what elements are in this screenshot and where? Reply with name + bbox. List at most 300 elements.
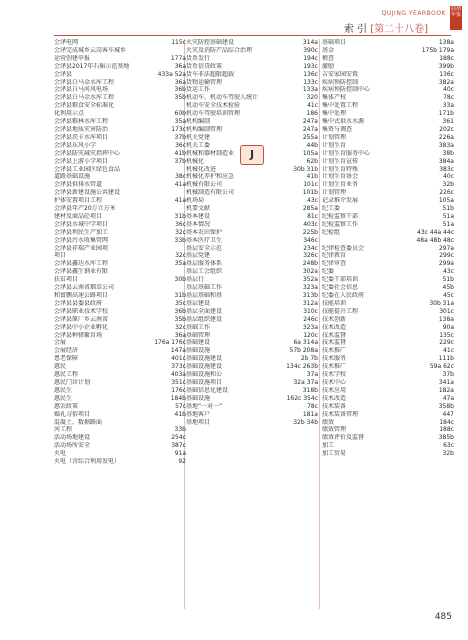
index-entry (322, 268, 454, 276)
entry-term: 绩效管理 (322, 426, 347, 434)
entry-term: 纪委在人民政府 (322, 292, 365, 299)
entry-pages: 226c (439, 189, 454, 197)
section-letter: J (240, 145, 264, 165)
entry-term: 混凝土、数据路面 (54, 418, 103, 426)
index-entry (186, 363, 318, 371)
entry-pages: 390c (303, 46, 318, 54)
entry-pages: 320 (306, 94, 318, 102)
entry-term: 会展 (54, 339, 67, 347)
entry-term: 机械化养护和应急 (186, 173, 235, 181)
entry-term: 机械化 (186, 157, 205, 165)
index-entry (54, 458, 186, 466)
entry-term: 项目 (54, 252, 67, 260)
index-entry (186, 419, 318, 427)
entry-pages: 186 (306, 110, 318, 118)
entry-term: 技术推广 (322, 347, 347, 355)
entry-term: 活动场所安全 (54, 442, 91, 450)
entry-term: 运营创建申报 (54, 54, 91, 62)
entry-pages: 92 (178, 458, 186, 466)
entry-pages: 312a (302, 299, 318, 307)
index-entry (54, 371, 186, 379)
entry-pages: 384a (438, 157, 454, 165)
entry-pages: 6a 314a (293, 339, 318, 347)
index-entry (322, 173, 454, 181)
index-entry (322, 450, 454, 458)
entry-term: 会泽县利民生产加工 (54, 228, 109, 236)
entry-term: 基础信息化建设 (186, 386, 229, 394)
index-entry (186, 260, 318, 268)
entry-term: 机构编制 (186, 118, 211, 126)
entry-term: 机械有限公司 (186, 181, 223, 189)
entry-term: 绩效 (322, 418, 335, 426)
entry-pages: 36c (175, 141, 186, 149)
entry-pages: 35a (174, 118, 186, 126)
index-entry (186, 308, 318, 316)
entry-term: 基础管理 (186, 331, 211, 339)
index-entry (54, 173, 186, 181)
index-entry (186, 94, 318, 102)
index-entry (322, 419, 454, 427)
index-entry (322, 324, 454, 332)
entry-term: 机动车安全技术检验 (186, 102, 241, 110)
title-volume: [第二十八卷] (370, 24, 428, 35)
entry-term: 会泽县中小企业孵化 (54, 323, 109, 331)
entry-pages: 51b (442, 276, 454, 284)
index-entry (54, 324, 186, 332)
entry-term: 活动场地建设 (54, 434, 91, 442)
index-entry (186, 252, 318, 260)
entry-pages: 301c (439, 307, 454, 315)
entry-pages: 176a 176c (154, 339, 186, 347)
entry-pages: 226a (438, 133, 454, 141)
entry-term: 机动车驾驶培训管理 (186, 110, 241, 118)
entry-term: 记录推介发展 (322, 197, 359, 205)
index-entry (54, 387, 186, 395)
entry-term: 会泽县防灾减灾指挥中心 (54, 149, 121, 157)
brand-logo: 曲靖年鉴 (450, 6, 462, 30)
entry-term: 纪律检查委员会 (322, 244, 365, 252)
entry-term: 会泽县供排水管道 (54, 181, 103, 189)
entry-pages: 385b (438, 434, 454, 442)
entry-pages: 43c 44a 44c (417, 228, 454, 236)
entry-pages: 47a (442, 394, 454, 402)
index-entry (54, 71, 186, 79)
entry-pages: 193c (303, 62, 318, 70)
entry-term: 基础设施项目 (186, 378, 223, 386)
entry-pages: 37b (174, 157, 186, 165)
entry-pages: 111b (438, 355, 454, 363)
index-entry (322, 110, 454, 118)
entry-term: 会泽县 (54, 70, 73, 78)
entry-term: 技术推广 (322, 363, 347, 371)
entry-pages: 313b (302, 292, 318, 299)
index-entry (186, 268, 318, 276)
brand-english: QUJING YEARBOOK (381, 10, 446, 17)
index-entry (186, 411, 318, 419)
entry-term: 会泽县县委县政府 (54, 299, 103, 307)
entry-term: 计划生育宣传 (322, 157, 359, 165)
entry-term: 会泽县东风小学 (54, 141, 97, 149)
entry-term: 计划生育服务中心 (322, 149, 371, 157)
index-entry (54, 94, 186, 102)
index-entry (54, 450, 186, 458)
page-number: 485 (434, 612, 452, 622)
index-entry (322, 39, 454, 47)
entry-term: 基层行 (186, 276, 205, 284)
index-entry (322, 47, 454, 55)
index-entry (54, 332, 186, 340)
index-entry (322, 134, 454, 142)
entry-pages: 138a (438, 315, 454, 323)
entry-pages: 45c (443, 292, 454, 299)
entry-term: 技术学校 (322, 371, 347, 379)
entry-term: 疾病预防控制中心 (322, 86, 371, 94)
entry-term: 货币发行 (186, 54, 211, 62)
index-entry (186, 379, 318, 387)
entry-pages: 43c (307, 197, 318, 205)
entry-term: 加工 (322, 442, 335, 450)
index-entry (54, 379, 186, 387)
entry-term: 惠民门诊计划 (54, 378, 91, 386)
index-entry (54, 102, 186, 110)
index-entry (54, 395, 186, 403)
index-entry (322, 102, 454, 110)
index-entry (54, 426, 186, 434)
index-entry (54, 229, 186, 237)
entry-pages: 247a (302, 125, 318, 133)
index-entry (186, 173, 318, 181)
entry-term: 会泽县粮林水库工程 (54, 118, 109, 126)
entry-pages: 184b (170, 394, 186, 402)
index-entry (322, 158, 454, 166)
index-entry (322, 197, 454, 205)
entry-pages: 48a 48b 48c (416, 236, 454, 244)
entry-term: 会泽县鑫生钢业有限 (54, 268, 109, 276)
entry-term: 患老保障 (54, 355, 79, 363)
entry-term: 基本建设 (186, 212, 211, 220)
entry-term: 基本医疗卫生 (186, 236, 223, 244)
entry-pages: 38c (175, 173, 186, 181)
entry-term: 会泽县种猪繁育场 (54, 331, 103, 339)
entry-term: 技能培训 (322, 299, 347, 307)
index-entry (322, 142, 454, 150)
entry-pages: 182a (438, 386, 454, 394)
entry-pages: 36b (174, 86, 186, 94)
entry-pages: 37a (306, 371, 318, 379)
entry-pages: 41b (174, 410, 186, 418)
entry-pages: 51a (442, 212, 454, 220)
entry-pages: 323a (302, 284, 318, 292)
index-entry (54, 442, 186, 450)
column-divider (319, 39, 320, 609)
entry-term: 集中式供水水源 (322, 118, 365, 126)
entry-term: 加工贸易 (322, 450, 347, 458)
index-entry (322, 316, 454, 324)
entry-pages: 352a (302, 276, 318, 284)
index-entry (186, 347, 318, 355)
entry-term: 激励 (322, 62, 335, 70)
entry-pages: 323a (302, 323, 318, 331)
index-entry (322, 395, 454, 403)
index-column-3 (322, 39, 454, 458)
index-entry (54, 308, 186, 316)
entry-pages: 133a (302, 86, 318, 94)
entry-term: 基层服务体系 (186, 260, 223, 268)
entry-term: 会泽县污水收集管网 (54, 236, 109, 244)
entry-pages: 36a (174, 331, 186, 339)
entry-pages: 403a (170, 371, 186, 379)
entry-term: 纪检监察工作 (322, 220, 359, 228)
index-entry (54, 197, 186, 205)
entry-pages: 30b 31a (429, 299, 454, 307)
entry-term: 化利用示点 (54, 110, 85, 118)
entry-term: 火灾防控基础建设 (186, 39, 235, 46)
entry-pages: 175b 179a (421, 46, 454, 54)
index-entry (54, 434, 186, 442)
index-entry (322, 284, 454, 292)
index-entry (54, 134, 186, 142)
index-entry (186, 63, 318, 71)
entry-pages: 162c 354c (286, 394, 318, 402)
index-entry (322, 245, 454, 253)
entry-term: 技术服务 (322, 355, 347, 363)
entry-pages: 101b (302, 189, 318, 197)
entry-pages: 33b (174, 426, 186, 434)
entry-pages: 134c 263b (286, 363, 318, 371)
entry-term: 会泽县上游小学项目 (54, 157, 109, 165)
entry-pages: 35b (174, 315, 186, 323)
entry-term: 技术装备管理 (322, 410, 359, 418)
entry-pages: 314a (302, 39, 318, 46)
index-entry (186, 332, 318, 340)
entry-pages: 59a 62c (429, 363, 454, 371)
entry-pages: 32b (442, 181, 454, 189)
entry-pages: 43c (443, 268, 454, 276)
index-entry (322, 237, 454, 245)
entry-term: 机场局 (186, 197, 205, 205)
index-entry (186, 126, 318, 134)
entry-term: 基层党建 (186, 252, 211, 260)
entry-term: 纪委社会信息 (322, 284, 359, 292)
entry-term: 基础设施建设 (186, 355, 223, 363)
entry-term: 机械和器材制造业 (186, 149, 235, 157)
index-entry (54, 150, 186, 158)
entry-pages: 346c (303, 236, 318, 244)
index-entry (54, 189, 186, 197)
index-entry (54, 347, 186, 355)
index-entry (186, 339, 318, 347)
index-entry (54, 403, 186, 411)
entry-term: 婚礼习俗项目 (54, 410, 91, 418)
entry-term: 惠民工程 (54, 371, 79, 379)
entry-pages: 184c (439, 418, 454, 426)
index-entry (54, 213, 186, 221)
entry-term: 集中处置工程 (322, 102, 359, 110)
index-entry (322, 403, 454, 411)
index-entry (186, 110, 318, 118)
entry-pages: 41a (174, 197, 186, 205)
entry-pages: 105a (438, 197, 454, 205)
entry-pages: 32c (175, 252, 186, 260)
entry-pages: 173c (171, 125, 186, 133)
index-entry (322, 442, 454, 450)
index-entry (54, 292, 186, 300)
entry-term: 会泽县祥瑞产业园项 (54, 244, 109, 252)
entry-pages: 101c (303, 181, 318, 189)
entry-pages: 32c (175, 228, 186, 236)
entry-pages: 194c (303, 54, 318, 62)
entry-pages: 33b (174, 236, 186, 244)
entry-term: 绩效评价及监督 (322, 434, 365, 442)
index-entry (54, 411, 186, 419)
entry-pages: 133c (303, 78, 318, 86)
entry-term: 会泽县职业技术学校 (54, 307, 109, 315)
entry-pages: 341a (438, 378, 454, 386)
entry-pages: 120c (303, 331, 318, 339)
index-entry (186, 71, 318, 79)
title-main: 索 引 (343, 24, 367, 35)
entry-pages: 32b 34b (293, 418, 318, 426)
entry-pages: 35b (174, 94, 186, 102)
entry-term: 技术改造 (322, 323, 347, 331)
index-entry (186, 245, 318, 253)
index-entry (322, 379, 454, 387)
entry-pages: 382a (438, 78, 454, 86)
index-entry (54, 166, 186, 174)
entry-term: 会泽县工业园区绿色食品 (54, 165, 121, 173)
entry-pages: 138a (438, 39, 454, 46)
index-entry (322, 363, 454, 371)
index-entry (54, 363, 186, 371)
entry-term: 货币信贷政策 (186, 62, 223, 70)
entry-term: 扶贫项目 (54, 276, 79, 284)
entry-pages: 115c (171, 39, 186, 46)
entry-pages: 30b (174, 276, 186, 284)
entry-pages: 30b 31b (293, 165, 318, 173)
index-entry (322, 55, 454, 63)
index-entry (186, 300, 318, 308)
index-entry (322, 71, 454, 79)
index-entry (322, 63, 454, 71)
entry-term: 惠民生 (54, 394, 73, 402)
entry-term: 基层基础和基 (186, 292, 223, 299)
entry-term: 基础设施 (186, 347, 211, 355)
index-entry (186, 205, 318, 213)
entry-pages: 41b (306, 173, 318, 181)
index-entry (186, 79, 318, 87)
entry-pages: 35a (174, 260, 186, 268)
index-entry (186, 355, 318, 363)
entry-pages: 32b (442, 450, 454, 458)
entry-term: 机要文献 (186, 205, 211, 213)
entry-pages: 51b (442, 205, 454, 213)
entry-pages: 62b (306, 157, 318, 165)
entry-term: 基本农田保护 (186, 228, 223, 236)
index-entry (54, 55, 186, 63)
index-entry (322, 118, 454, 126)
index-entry (322, 300, 454, 308)
entry-pages: 254c (171, 434, 186, 442)
entry-term: 会泽县年产20万立方米 (54, 205, 116, 213)
entry-pages: 387c (171, 442, 186, 450)
entry-term: 基础工作 (186, 323, 211, 331)
entry-pages: 63c (443, 442, 454, 450)
index-entry (54, 158, 186, 166)
index-entry (186, 118, 318, 126)
entry-term: 会泽县鑫达水库工程 (54, 260, 109, 268)
entry-term: 护体安置项目工程 (54, 197, 103, 205)
index-entry (322, 79, 454, 87)
entry-pages: 78c (443, 94, 454, 102)
index-entry (54, 284, 186, 292)
entry-pages: 225b (302, 228, 318, 236)
entry-term: 会泽县粮食安全标准化 (54, 102, 115, 110)
index-entry (186, 371, 318, 379)
entry-pages: 32c (175, 323, 186, 331)
index-entry (54, 339, 186, 347)
entry-term: 集体产权 (322, 94, 347, 102)
page-header (0, 0, 468, 44)
entry-term: 技术装备 (322, 402, 347, 410)
entry-pages: 433a 52a (157, 70, 186, 78)
entry-term: 基地“一对一” (186, 402, 223, 410)
entry-term: 会泽县水城中学项目 (54, 220, 109, 228)
index-entry (54, 181, 186, 189)
index-entry (186, 221, 318, 229)
entry-pages: 32a 37a (293, 378, 318, 386)
entry-pages: 177a (170, 54, 186, 62)
entry-term: 计划生育业务 (322, 181, 359, 189)
entry-term: 基地客户 (186, 410, 211, 418)
entry-term: 会泽县原厂乡云南省 (54, 315, 109, 323)
index-entry (186, 166, 318, 174)
entry-pages: 285a (302, 205, 318, 213)
index-entry (322, 355, 454, 363)
entry-pages: 447 (442, 410, 454, 418)
index-entry (322, 126, 454, 134)
entry-term: 机构编制管理 (186, 125, 223, 133)
entry-term: 技术应用 (322, 386, 347, 394)
entry-pages: 299a (438, 260, 454, 268)
entry-term: 基层基础工作 (186, 284, 223, 292)
entry-term: 机关党建 (186, 133, 211, 141)
entry-pages: 399b (438, 62, 454, 70)
entry-term: 会泽县新建设施公共建设 (54, 189, 121, 197)
entry-term: 道路基础设施 (54, 173, 91, 181)
entry-pages: 91a (174, 450, 186, 458)
entry-pages: 147a (170, 347, 186, 355)
entry-pages: 326c (303, 252, 318, 260)
index-entry (54, 237, 186, 245)
index-entry (186, 316, 318, 324)
entry-term: 计划管理 (322, 189, 347, 197)
entry-pages: 302a (302, 268, 318, 276)
index-entry (322, 166, 454, 174)
index-entry (186, 276, 318, 284)
entry-term: 计划生育协会 (322, 173, 359, 181)
entry-term: 基础设施和公 (186, 371, 223, 379)
index-entry (322, 276, 454, 284)
entry-pages: 38b (442, 149, 454, 157)
entry-term: 会泽县云南省烟草公司 (54, 284, 115, 292)
index-entry (54, 260, 186, 268)
entry-term: 技术创新 (322, 315, 347, 323)
index-entry (186, 237, 318, 245)
index-entry (186, 189, 318, 197)
index-entry (54, 276, 186, 284)
entry-term: 基础项目 (322, 39, 347, 46)
entry-term: 机动车、机动车驾驶人统计 (186, 94, 259, 102)
